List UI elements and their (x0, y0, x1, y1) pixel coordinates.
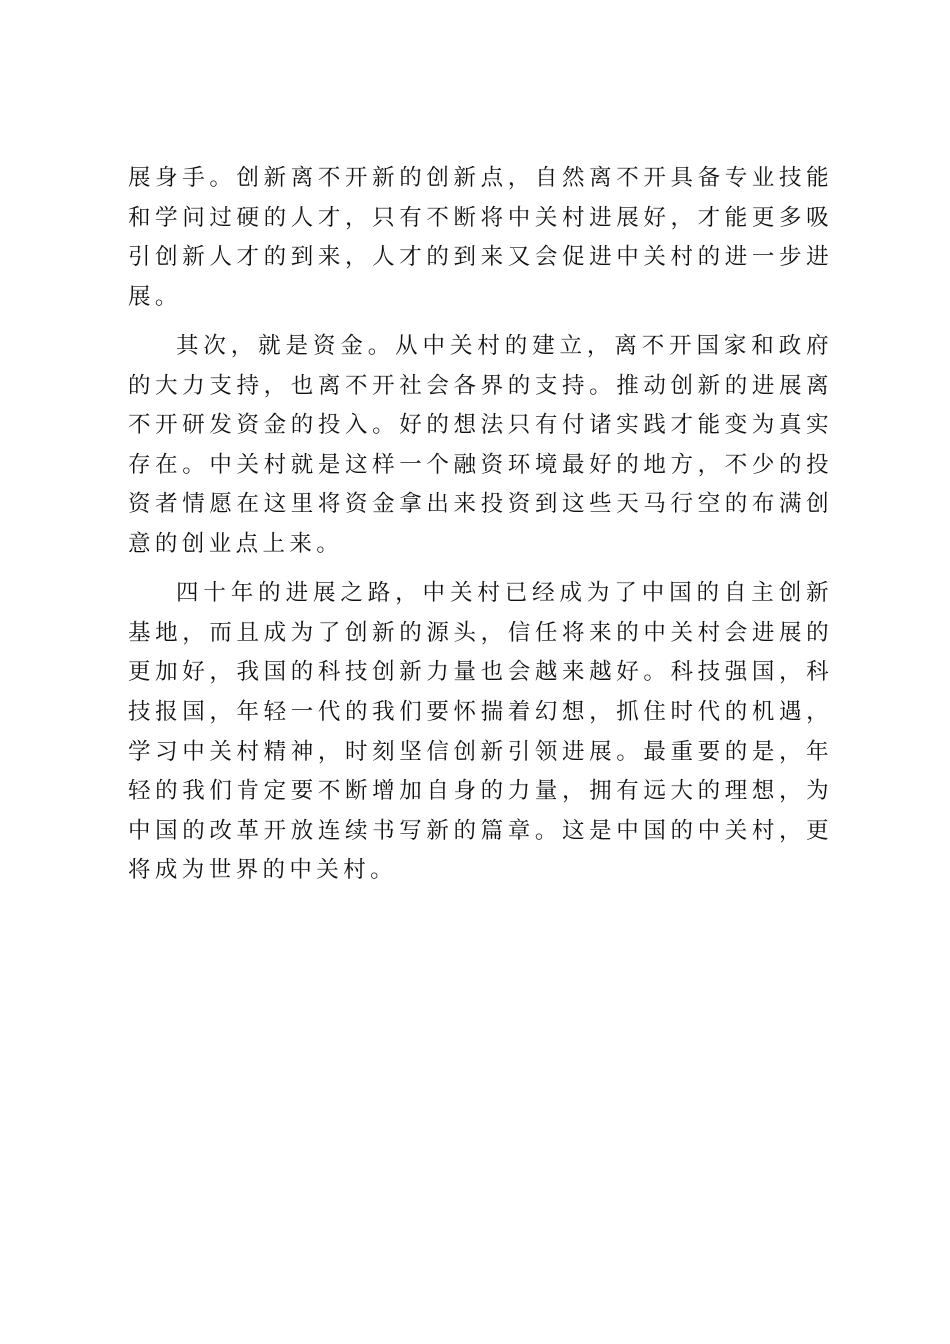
document-body (128, 159, 833, 900)
paragraph-conclusion: 四十年的进展之路，中关村已经成为了中国的自主创新基地，而且成为了创新的源头，信任将来的中关村会进展的更加好，我国的科技创新力量也会越来越好。科技强国，科技报国，年轻一代的我们要怀揣着幻想，抓住时代的机遇，学习中关村精神，时刻坚信创新引领进展。最重要的是，年轻的我们肯定要不断增加自身的力量，拥有远大的理想，为中国的改革开放连续书写新的篇章。这是中国的中关村，更将成为世界的中关村。 (128, 580, 833, 884)
paragraph-continued: 展身手。创新离不开新的创新点，自然离不开具备专业技能和学问过硬的人才，只有不断将中关村进展好，才能更多吸引创新人才的到来，人才的到来又会促进中关村的进一步进展。 (128, 165, 833, 310)
paragraph-funding: 其次，就是资金。从中关村的建立，离不开国家和政府的大力支持，也离不开社会各界的支持。推动创新的进展离不开研发资金的投入。好的想法只有付诸实践才能变为真实存在。中关村就是这样一个融资环境最好的地方，不少的投资者情愿在这里将资金拿出来投资到这些天马行空的布满创意的创业点上来。 (128, 332, 833, 557)
